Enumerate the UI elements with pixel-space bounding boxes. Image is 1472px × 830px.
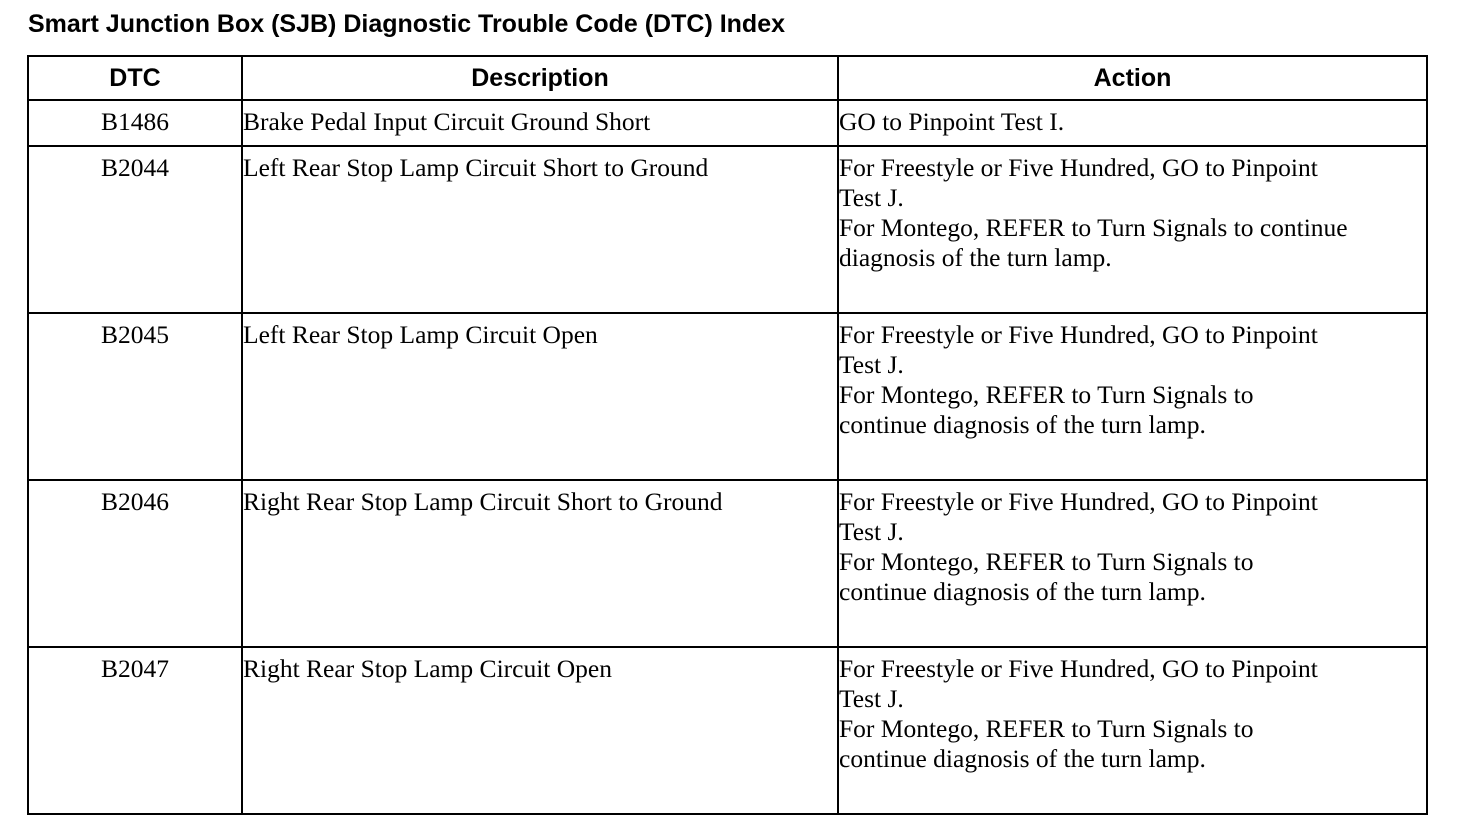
action-line: For Montego, REFER to Turn Signals to	[839, 714, 1254, 743]
action-line: continue diagnosis of the turn lamp.	[839, 410, 1206, 439]
action-line: GO to Pinpoint Test I.	[839, 107, 1065, 136]
header-dtc: DTC	[28, 56, 242, 100]
action-line: Test J.	[839, 350, 904, 379]
dtc-code-cell: B2047	[28, 647, 242, 814]
header-description: Description	[242, 56, 838, 100]
table-header-row	[28, 56, 1427, 100]
dtc-code-cell: B2044	[28, 146, 242, 313]
action-line: For Freestyle or Five Hundred, GO to Pinpoint	[839, 487, 1318, 516]
description-cell: Right Rear Stop Lamp Circuit Short to Ground	[242, 480, 838, 647]
table-row	[28, 647, 1427, 814]
action-line: continue diagnosis of the turn lamp.	[839, 744, 1206, 773]
description-cell: Left Rear Stop Lamp Circuit Short to Ground	[242, 146, 838, 313]
table-row	[28, 100, 1427, 146]
action-line: For Freestyle or Five Hundred, GO to Pinpoint	[839, 320, 1318, 349]
document-title: Smart Junction Box (SJB) Diagnostic Trouble Code (DTC) Index	[28, 10, 786, 38]
action-line: Test J.	[839, 517, 904, 546]
action-line: For Montego, REFER to Turn Signals to continue	[839, 213, 1348, 242]
action-cell	[838, 313, 1427, 480]
header-action: Action	[838, 56, 1427, 100]
action-line: diagnosis of the turn lamp.	[839, 243, 1112, 272]
dtc-index-table	[27, 55, 1428, 815]
table-row	[28, 313, 1427, 480]
description-cell: Brake Pedal Input Circuit Ground Short	[242, 100, 838, 146]
description-cell: Left Rear Stop Lamp Circuit Open	[242, 313, 838, 480]
action-line: For Freestyle or Five Hundred, GO to Pinpoint	[839, 153, 1318, 182]
action-cell	[838, 146, 1427, 313]
action-cell	[838, 480, 1427, 647]
action-cell	[838, 647, 1427, 814]
action-line: Test J.	[839, 684, 904, 713]
dtc-code-cell: B1486	[28, 100, 242, 146]
action-line: Test J.	[839, 183, 904, 212]
action-cell	[838, 100, 1427, 146]
dtc-code-cell: B2045	[28, 313, 242, 480]
action-line: For Montego, REFER to Turn Signals to	[839, 547, 1254, 576]
table-row	[28, 146, 1427, 313]
table-row	[28, 480, 1427, 647]
action-line: For Montego, REFER to Turn Signals to	[839, 380, 1254, 409]
action-line: continue diagnosis of the turn lamp.	[839, 577, 1206, 606]
description-cell: Right Rear Stop Lamp Circuit Open	[242, 647, 838, 814]
dtc-code-cell: B2046	[28, 480, 242, 647]
action-line: For Freestyle or Five Hundred, GO to Pinpoint	[839, 654, 1318, 683]
